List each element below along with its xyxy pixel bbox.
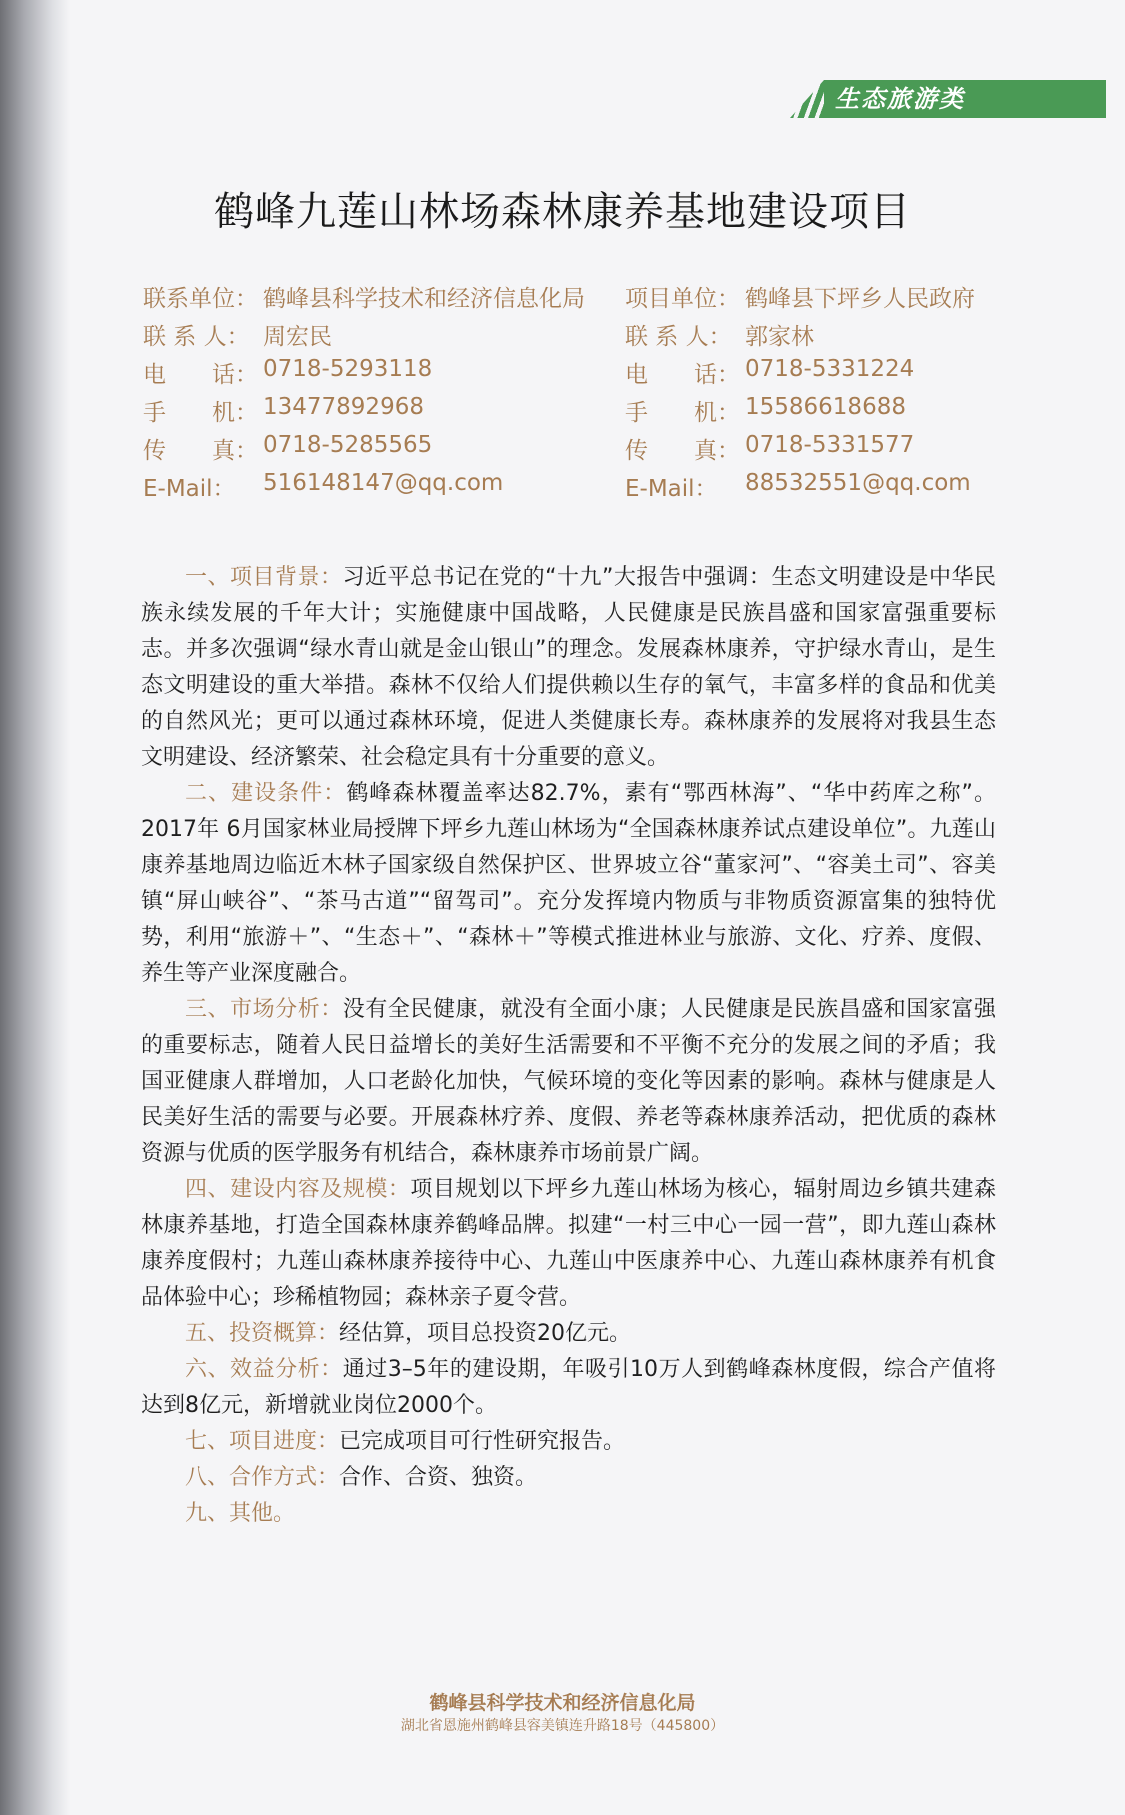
section-text: 鹤峰森林覆盖率达82.7%，素有“鄂西林海”、“华中药库之称”。2017年 6月国家林业局授牌下坪乡九莲山林场为“全国森林康养试点建设单位”。九莲山康养基地周边临近木林子国家级自然保护区、世界坡立谷“董家河”、“容美土司”、容美镇“屏山峡谷”、“茶马古道”“留驾司”。充分发挥境内物质与非物质资源富集的独特优势，利用“旅游＋”、“生态＋”、“森林＋”等模式推进林业与旅游、文化、疗养、度假、养生等产业深度融合。: [141, 781, 996, 986]
contact-left: [143, 432, 625, 470]
contact-row: [143, 280, 1043, 318]
footer-organization: 鹤峰县科学技术和经济信息化局: [429, 1692, 696, 1714]
contact-right: [625, 356, 1043, 394]
section-background: [141, 560, 996, 776]
banner-stripes: [790, 80, 824, 118]
section-heading: 六、效益分析：: [185, 1357, 343, 1382]
section-investment: [141, 1316, 996, 1352]
section-heading: 一、项目背景：: [185, 565, 343, 590]
section-progress: [141, 1424, 996, 1460]
section-content-scale: [141, 1172, 996, 1316]
section-benefit: [141, 1352, 996, 1424]
contact-label: 传 真：: [625, 438, 740, 464]
contact-right: [625, 470, 1043, 508]
contact-label: 联系单位：: [143, 286, 258, 312]
contact-email[interactable]: 88532551@qq.com: [745, 470, 971, 496]
contact-left: [143, 356, 625, 394]
contact-value: 鹤峰县下坪乡人民政府: [745, 286, 975, 312]
contact-left: [143, 470, 625, 508]
contact-label: 电 话：: [625, 362, 740, 388]
contact-left: [143, 394, 625, 432]
contact-row: [143, 394, 1043, 432]
contact-label: 联 系 人：: [625, 324, 732, 350]
contact-info: [143, 280, 1043, 508]
contact-left: [143, 280, 625, 318]
contact-value: 15586618688: [745, 394, 906, 420]
contact-email[interactable]: 516148147@qq.com: [263, 470, 504, 496]
section-text: 项目规划以下坪乡九莲山林场为核心，辐射周边乡镇共建森林康养基地，打造全国森林康养鹤峰品牌。拟建“一村三中心一园一营”，即九莲山森林康养度假村；九莲山森林康养接待中心、九莲山中医康养中心、九莲山森林康养有机食品体验中心；珍稀植物园；森林亲子夏令营。: [141, 1177, 996, 1310]
contact-label: E-Mail：: [625, 476, 718, 502]
section-cooperation: [141, 1460, 996, 1496]
contact-value: 周宏民: [263, 324, 332, 350]
contact-label: E-Mail：: [143, 476, 236, 502]
contact-row: [143, 356, 1043, 394]
section-text: 已完成项目可行性研究报告。: [339, 1429, 626, 1454]
contact-value: 郭家林: [745, 324, 814, 350]
contact-label: 手 机：: [625, 400, 740, 426]
contact-value: 0718-5293118: [263, 356, 433, 382]
contact-value: 0718-5285565: [263, 432, 433, 458]
page-footer: [0, 1690, 1125, 1736]
category-tag: 生态旅游类: [835, 85, 965, 113]
contact-value: 鹤峰县科学技术和经济信息化局: [263, 286, 585, 312]
contact-label: 传 真：: [143, 438, 258, 464]
section-market: [141, 992, 996, 1172]
section-conditions: [141, 776, 996, 992]
contact-right: [625, 318, 1043, 356]
contact-row: [143, 470, 1043, 508]
contact-label: 电 话：: [143, 362, 258, 388]
contact-row: [143, 318, 1043, 356]
section-heading: 七、项目进度：: [185, 1429, 340, 1454]
section-text: 通过3–5年的建设期，年吸引10万人到鹤峰森林度假，综合产值将达到8亿元，新增就业岗位2000个。: [141, 1357, 996, 1418]
footer-address: 湖北省恩施州鹤峰县容美镇连升路18号（445800）: [400, 1718, 725, 1734]
contact-right: [625, 432, 1043, 470]
contact-value: 0718-5331224: [745, 356, 915, 382]
section-other: [141, 1496, 996, 1532]
contact-value: 13477892968: [263, 394, 424, 420]
section-heading: 八、合作方式：: [185, 1465, 340, 1490]
section-heading: 九、其他。: [185, 1501, 296, 1526]
contact-label: 联 系 人：: [143, 324, 250, 350]
section-heading: 四、建设内容及规模：: [185, 1177, 411, 1202]
contact-label: 项目单位：: [625, 286, 740, 312]
project-description: [141, 560, 996, 1532]
section-heading: 二、建设条件：: [185, 781, 347, 806]
contact-left: [143, 318, 625, 356]
page-binding-shadow: [0, 0, 70, 1815]
contact-right: [625, 280, 1043, 318]
section-text: 合作、合资、独资。: [339, 1465, 538, 1490]
section-text: 习近平总书记在党的“十九”大报告中强调：生态文明建设是中华民族永续发展的千年大计；实施健康中国战略，人民健康是民族昌盛和国家富强重要标志。并多次强调“绿水青山就是金山银山”的理念。发展森林康养，守护绿水青山，是生态文明建设的重大举措。森林不仅给人们提供赖以生存的氧气，丰富多样的食品和优美的自然风光；更可以通过森林环境，促进人类健康长寿。森林康养的发展将对我县生态文明建设、经济繁荣、社会稳定具有十分重要的意义。: [141, 565, 996, 770]
section-text: 经估算，项目总投资20亿元。: [339, 1321, 632, 1346]
page-title: 鹤峰九莲山林场森林康养基地建设项目: [214, 189, 911, 235]
section-text: 没有全民健康，就没有全面小康；人民健康是民族昌盛和国家富强的重要标志，随着人民日益增长的美好生活需要和不平衡不充分的发展之间的矛盾；我国亚健康人群增加，人口老龄化加快，气候环境的变化等因素的影响。森林与健康是人民美好生活的需要与必要。开展森林疗养、度假、养老等森林康养活动，把优质的森林资源与优质的医学服务有机结合，森林康养市场前景广阔。: [141, 997, 996, 1166]
section-heading: 三、市场分析：: [185, 997, 343, 1022]
contact-right: [625, 394, 1043, 432]
section-heading: 五、投资概算：: [185, 1321, 340, 1346]
contact-row: [143, 432, 1043, 470]
contact-label: 手 机：: [143, 400, 258, 426]
contact-value: 0718-5331577: [745, 432, 915, 458]
